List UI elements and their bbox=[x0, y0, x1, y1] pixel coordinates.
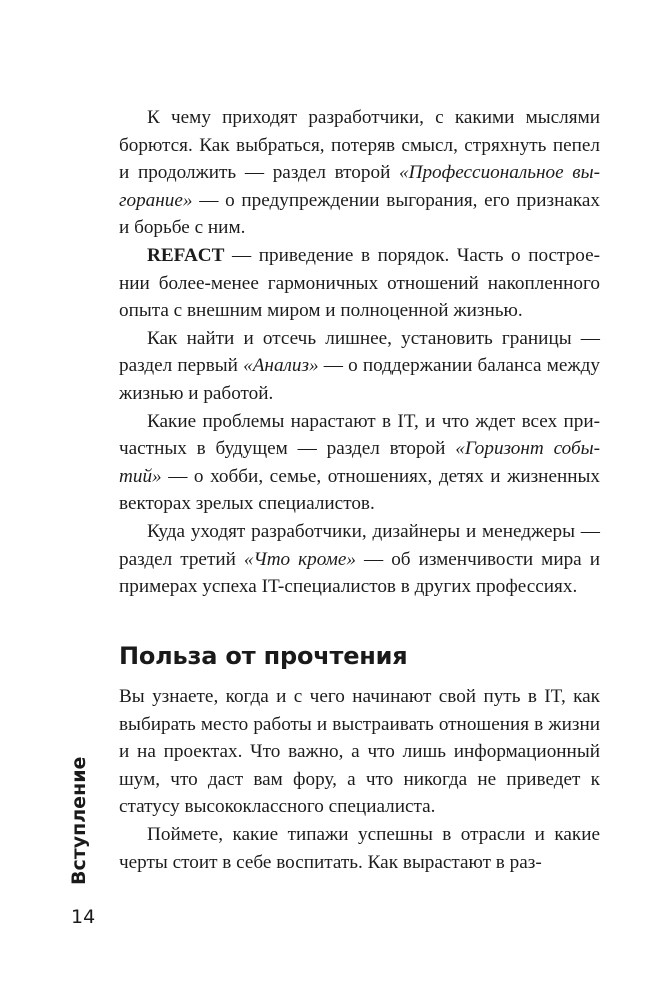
section-title-italic: «Что кроме» bbox=[243, 548, 356, 570]
section-title-italic: «Профессиональное выгорание» bbox=[119, 162, 600, 211]
paragraph-text: Какие проблемы нарастают в IT, и что ждет всех причастных в будущем — раздел второй bbox=[119, 410, 600, 460]
paragraph-burnout-section bbox=[119, 104, 600, 242]
body-text-bottom bbox=[119, 683, 600, 876]
paragraph-refact bbox=[119, 242, 600, 325]
paragraph-text: — о предупреждении выгорания, его признаках и борьбе с ним. bbox=[119, 189, 600, 239]
paragraph-event-horizon-section bbox=[119, 408, 600, 518]
chapter-side-label: Вступление bbox=[68, 756, 90, 885]
paragraph-text: Как найти и отсечь лишнее, установить границы — раздел первый bbox=[119, 327, 600, 377]
paragraph-you-will-understand: Поймете, какие типажи успешны в отрасли и какие черты стоит в себе воспитать. Как вырастают в раз- bbox=[119, 823, 600, 873]
paragraph-text: — об изменчивости мира и примерах успеха IT-специалистов в других профессиях. bbox=[119, 548, 600, 598]
paragraph-text: — о хобби, семье, отношениях, детях и жизненных векторах зрелых специалистов. bbox=[119, 465, 600, 515]
paragraph-analysis-section bbox=[119, 325, 600, 408]
paragraph-text: Куда уходят разработчики, дизайнеры и менеджеры — раздел третий bbox=[119, 520, 600, 570]
part-title-bold: REFACT bbox=[147, 244, 225, 266]
section-title-italic: «Горизонт событий» bbox=[119, 438, 600, 487]
paragraph-what-else-section bbox=[119, 518, 600, 601]
page-number: 14 bbox=[71, 906, 96, 928]
section-title-italic: «Анализ» bbox=[243, 355, 319, 377]
paragraph-text: — приведение в порядок. Часть о построении более-менее гармоничных отношений накопленного опыта с внешним миром и полноценной жизнью. bbox=[119, 244, 600, 322]
paragraph-text: К чему приходят разработчики, с какими мыслями борются. Как выбраться, потеряв смысл, стряхнуть пепел и продолжить — раздел второй bbox=[119, 107, 600, 184]
paragraph-text: — о поддержании баланса между жизнью и работой. bbox=[119, 355, 600, 404]
section-heading: Польза от прочтения bbox=[119, 642, 408, 670]
body-text-top bbox=[119, 104, 600, 601]
paragraph-you-will-learn: Вы узнаете, когда и с чего начинают свой путь в IT, как выбирать место работы и выстраивать отношения в жизни и на проектах. Что важно, а что лишь информационный шум, что даст вам фору, а что никогда не приведет к статусу высококлассного специалиста. bbox=[119, 686, 600, 818]
